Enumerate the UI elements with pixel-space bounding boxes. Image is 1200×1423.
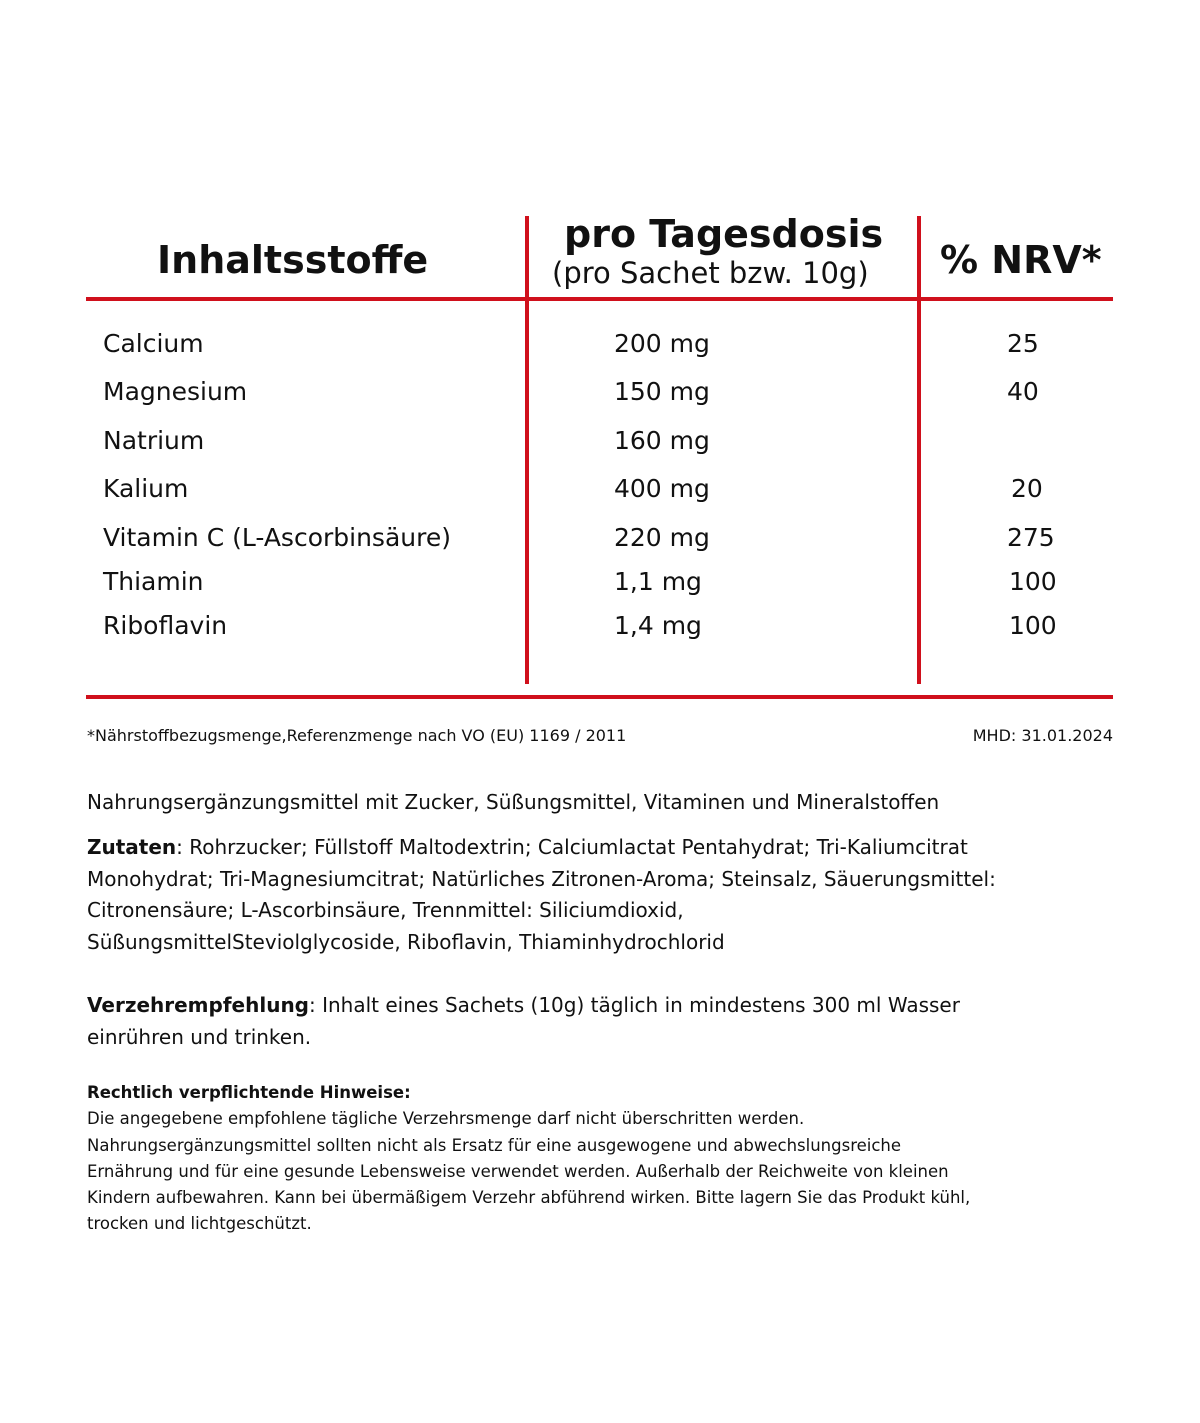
row-name: Vitamin C (L-Ascorbinsäure)	[103, 523, 451, 552]
header-ingredients: Inhaltsstoffe	[157, 238, 429, 282]
recommendation-line: einrühren und trinken.	[87, 1024, 312, 1049]
best-before-date: MHD: 31.01.2024	[972, 726, 1113, 745]
row-name: Thiamin	[103, 567, 204, 596]
legal-line: Kindern aufbewahren. Kann bei übermäßigem Verzehr abführend wirken. Bitte lagern Sie das Produkt kühl,	[87, 1188, 971, 1208]
product-description: Nahrungsergänzungsmittel mit Zucker, Süßungsmittel, Vitaminen und Mineralstoffen	[87, 790, 940, 814]
row-name: Magnesium	[103, 377, 248, 406]
row-amount: 1,1 mg	[614, 567, 702, 596]
legal-line: Die angegebene empfohlene tägliche Verzehrsmenge darf nicht überschritten werden.	[87, 1109, 805, 1129]
recommendation-label: Verzehrempfehlung	[87, 993, 309, 1017]
ingredients-label: Zutaten	[87, 835, 177, 859]
legal-line: Nahrungsergänzungsmittel sollten nicht als Ersatz für eine ausgewogene und abwechslungsreiche	[87, 1135, 902, 1155]
legal-line: Ernährung und für eine gesunde Lebensweise verwendet werden. Außerhalb der Reichweite von kleinen	[87, 1161, 949, 1181]
legal-heading: Rechtlich verpflichtende Hinweise:	[87, 1083, 411, 1102]
header-daily-dose-subtitle: (pro Sachet bzw. 10g)	[552, 256, 869, 290]
recommendation-line: Verzehrempfehlung: Inhalt eines Sachets (10g) täglich in mindestens 300 ml Wasser	[87, 993, 960, 1017]
header-nrv: % NRV*	[940, 238, 1102, 282]
row-nrv: 20	[1011, 474, 1043, 503]
header-divider	[86, 297, 1113, 301]
row-amount: 1,4 mg	[614, 611, 702, 640]
row-amount: 220 mg	[614, 523, 710, 552]
row-name: Riboflavin	[103, 611, 228, 640]
ingredients-line: Monohydrat; Tri-Magnesiumcitrat; Natürliches Zitronen-Aroma; Steinsalz, Säuerungsmittel:	[87, 866, 996, 891]
row-name: Calcium	[103, 329, 204, 358]
header-daily-dose: pro Tagesdosis	[564, 212, 884, 256]
row-nrv: 25	[1007, 329, 1039, 358]
row-nrv: 40	[1007, 377, 1039, 406]
ingredients-line: Citronensäure; L-Ascorbinsäure, Trennmittel: Siliciumdioxid,	[87, 898, 684, 922]
ingredients-line: Zutaten: Rohrzucker; Füllstoff Maltodextrin; Calciumlactat Pentahydrat; Tri-Kaliumcitrat	[87, 835, 968, 859]
row-amount: 160 mg	[614, 426, 710, 455]
legal-line: trocken und lichtgeschützt.	[87, 1214, 312, 1234]
row-name: Kalium	[103, 474, 189, 503]
recommendation-block	[87, 990, 960, 1053]
row-amount: 400 mg	[614, 474, 710, 503]
column-divider-1	[525, 216, 529, 684]
column-divider-2	[917, 216, 921, 684]
row-nrv: 100	[1009, 611, 1057, 640]
row-name: Natrium	[103, 426, 205, 455]
legal-notes	[87, 1080, 1117, 1238]
nrv-footnote: *Nährstoffbezugsmenge,Referenzmenge nach VO (EU) 1169 / 2011	[87, 726, 627, 745]
row-amount: 150 mg	[614, 377, 710, 406]
row-amount: 200 mg	[614, 329, 710, 358]
table-bottom-divider	[86, 695, 1113, 699]
ingredients-block	[87, 832, 996, 958]
row-nrv: 100	[1009, 567, 1057, 596]
row-nrv: 275	[1007, 523, 1055, 552]
ingredients-line: SüßungsmittelSteviolglycoside, Riboflavin, Thiaminhydrochlorid	[87, 929, 725, 954]
